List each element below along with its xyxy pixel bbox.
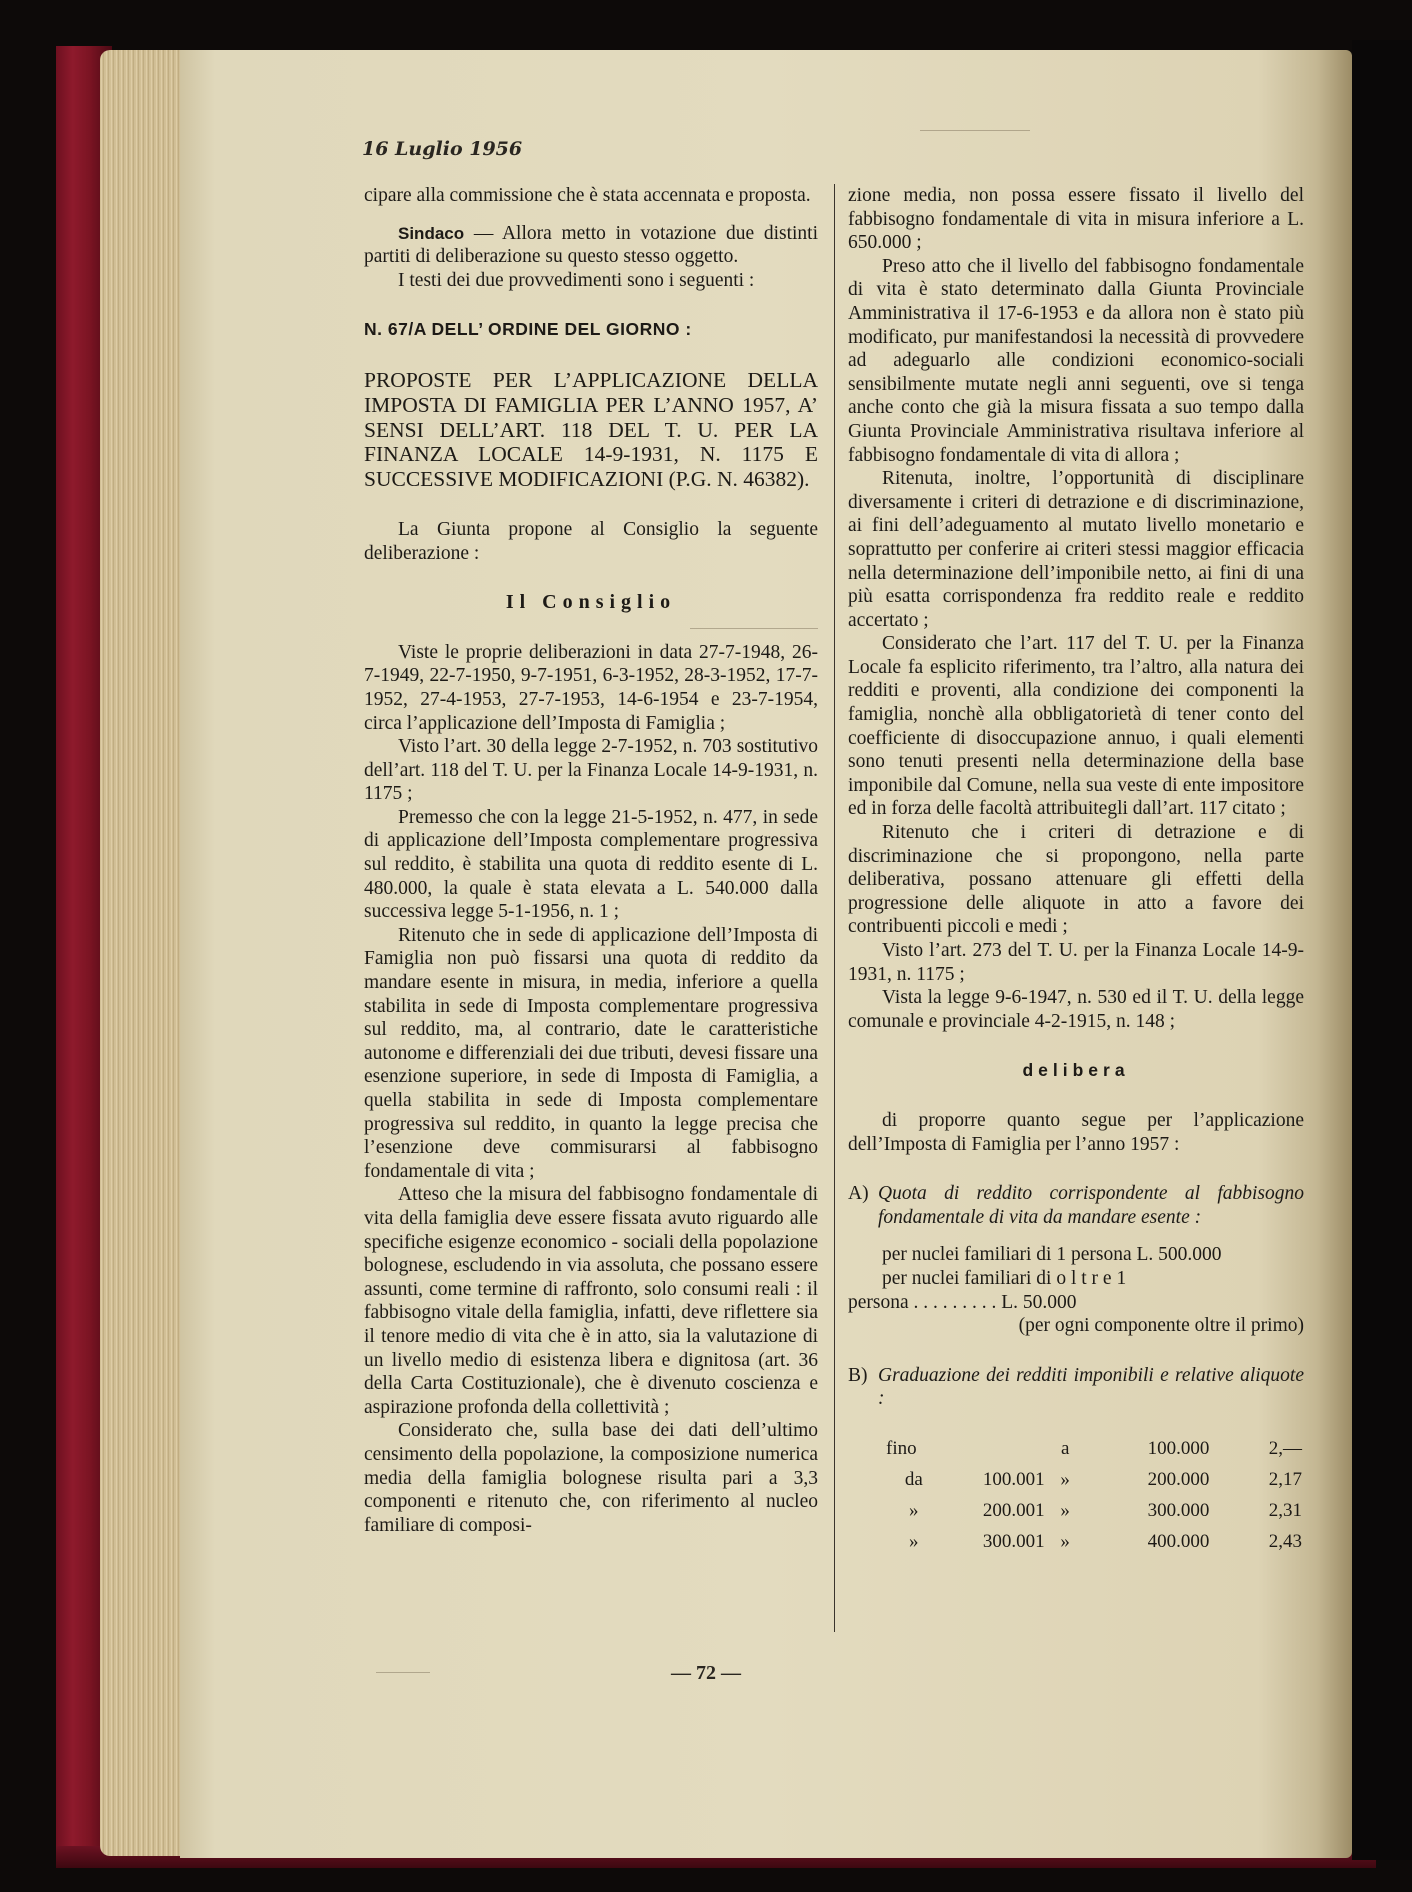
rate-prefix: fino (886, 1437, 917, 1459)
rate-from: 200.001 (982, 1499, 1045, 1521)
rate-prefix: da (904, 1468, 923, 1490)
paragraph: Sindaco — Allora metto in votazione due distinti partiti di deliberazione su questo stesso oggetto. (364, 222, 818, 268)
paragraph: Ritenuto che in sede di applicazione dell’Imposta di Famiglia non può fissarsi una quota di reddito da mandare esente in misura, in media, inferiore a quella stabilita in sede di Imposta complementare progressiva sul reddito, ma, al contrario, date le caratteristiche autonome e differenziali dei due tributi, devesi fissare una esenzione superiore, in sede di Imposta di Famiglia, a quella stabilita in sede di Imposta complementare progressiva sul reddito, in quanto la legge precisa che l’esenzione deve commisurarsi al fabbisogno fondamentale di vita ; (364, 924, 818, 1182)
right-column (848, 184, 1304, 1557)
rate-to: 100.000 (1147, 1437, 1210, 1459)
paragraph: zione media, non possa essere fissato il livello del fabbisogno fondamentale di vita in misura inferiore a L. 650.000 ; (848, 185, 1304, 254)
paragraph: Atteso che la misura del fabbisogno fondamentale di vita della famiglia deve essere fissata avuto riguardo alle specifiche esigenze economico - sociali della popolazione bolognese, escludendo in via assoluta, che possano essere assunti, come termine di raffronto, solo consumi reali : il fabbisogno vitale della famiglia, infatti, deve riflettere sia il tenore medio di vita che è in atto, sia la valutazione di un livello medio di esistenza libera e dignitosa (art. 36 della Carta Costituzionale), che è divenuto coscienza e aspirazione profonda della collettività ; (364, 1184, 818, 1418)
exemption-line: persona . . . . . . . . . L. 50.000 (848, 1291, 1077, 1313)
rate-value: 2,— (1268, 1437, 1302, 1459)
rate-from (942, 1433, 1045, 1464)
exemption-note: (per ogni componente oltre il primo) (1018, 1315, 1304, 1337)
rate-value: 2,17 (1268, 1468, 1302, 1490)
clause-b (848, 1364, 1304, 1411)
paragraph: La Giunta propone al Consiglio la seguente deliberazione : (364, 518, 818, 564)
rate-to: 300.000 (1147, 1499, 1210, 1521)
paragraph: I testi dei due provvedimenti sono i seguenti : (398, 269, 755, 291)
paragraph: Vista la legge 9-6-1947, n. 530 ed il T. U. della legge comunale e provinciale 4-2-1915, n. 148 ; (848, 987, 1304, 1032)
paragraph: Viste le proprie deliberazioni in data 27-7-1948, 26-7-1949, 22-7-1950, 9-7-1951, 6-3-1952, 28-3-1952, 17-7-1952, 27-4-1953, 27-7-1953, 14-6-1954 e 23-7-1954, circa l’applicazione dell’Imposta di Famiglia ; (364, 641, 818, 734)
column-divider (834, 184, 835, 1632)
rate-value: 2,31 (1268, 1499, 1302, 1521)
clause-a (848, 1182, 1304, 1229)
paragraph: cipare alla commissione che è stata accennata e proposta. (364, 185, 811, 206)
rate-sep: » (1060, 1468, 1070, 1490)
rate-sep: » (1060, 1530, 1070, 1552)
clause-text: Quota di reddito corrispondente al fabbisogno fondamentale di vita da mandare esente : (878, 1183, 1304, 1228)
rate-sep: » (1060, 1499, 1070, 1521)
speaker-label: Sindaco (398, 223, 465, 243)
rate-prefix: » (909, 1499, 919, 1521)
paragraph: Preso atto che il livello del fabbisogno fondamentale di vita è stato determinato dalla Giunta Provinciale Amministrativa il 17-6-1953 e da allora non è stato più modificato, pur manifestandosi la necessità di provvedere ad adeguarlo alle condizioni economico-sociali sensibilmente mutate negli anni seguenti, ove si tenga anche conto che già la misura fissata a suo tempo dalla Giunta Provinciale Amministrativa risultava inferiore al fabbisogno fondamentale di vita di allora ; (848, 255, 1304, 466)
paragraph: di proporre quanto segue per l’applicazione dell’Imposta di Famiglia per l’anno 1957 : (848, 1109, 1304, 1155)
table-row (886, 1495, 1302, 1526)
paragraph: Ritenuta, inoltre, l’opportunità di disciplinare diversamente i criteri di detrazione e di discriminazione, ai fini dell’adeguamento al mutato livello monetario e soprattutto per conferire ai criteri stessi maggior efficacia nella determinazione dell’imponibile netto, ai fini di una più esatta corrispondenza fra reddito reale e reddito accertato ; (848, 468, 1304, 631)
rate-to: 200.000 (1147, 1468, 1210, 1490)
page-stack (100, 50, 192, 1856)
page-number: — 72 — (671, 1662, 741, 1684)
left-column (364, 184, 818, 1537)
paragraph: Visto l’art. 30 della legge 2-7-1952, n. 703 sostitutivo dell’art. 118 del T. U. per la Finanza Locale 14-9-1931, n. 1175 ; (364, 736, 818, 805)
exemption-line: per nuclei familiari di o l t r e 1 (882, 1267, 1127, 1289)
faint-mark (920, 130, 1030, 131)
page-header-date: 16 Luglio 1956 (362, 138, 523, 160)
agenda-item-heading: N. 67/A DELL’ ORDINE DEL GIORNO : (364, 319, 692, 340)
proposal-title: PROPOSTE PER L’APPLICAZIONE DELLA IMPOSTA DI FAMIGLIA PER L’ANNO 1957, A’ SENSI DELL’ART. 118 DEL T. U. PER LA FINANZA LOCALE 14-9-1931, N. 1175 E SUCCESSIVE MODIFICAZIONI (P.G. N. 46382). (364, 367, 818, 492)
rate-from: 100.001 (982, 1468, 1045, 1490)
binding-shadow (1352, 40, 1412, 1860)
paragraph: Ritenuto che i criteri di detrazione e di discriminazione che si propongono, nella parte deliberativa, possano attenuare gli effetti della progressione delle aliquote in atto a favore dei contribuenti piccoli e medi ; (848, 822, 1304, 938)
delibera-heading: delibera (1022, 1060, 1130, 1081)
clause-label: B) (848, 1364, 868, 1386)
table-row (886, 1464, 1302, 1495)
paragraph: Visto l’art. 273 del T. U. per la Finanza Locale 14-9-1931, n. 1175 ; (848, 940, 1304, 985)
rate-from: 300.001 (982, 1530, 1045, 1552)
paragraph: Premesso che con la legge 21-5-1952, n. 477, in sede di applicazione dell’Imposta complementare progressiva sul reddito, è stabilita una quota di reddito esente di L. 480.000, la quale è stata elevata a L. 540.000 dalla successiva legge 5-1-1956, n. 1 ; (364, 806, 818, 923)
exemption-line: per nuclei familiari di 1 persona L. 500.000 (882, 1244, 1222, 1266)
table-row (886, 1433, 1302, 1464)
rate-prefix: » (909, 1530, 919, 1552)
rate-value: 2,43 (1268, 1530, 1302, 1552)
paragraph: Considerato che l’art. 117 del T. U. per la Finanza Locale fa esplicito riferimento, tra l’altro, alla natura dei redditi e proventi, alla condizione dei componenti la famiglia, nonchè alla obbligatorietà di tener conto del coefficiente di disoccupazione annuo, i quali elementi sono tenuti presenti nella determinazione della base imponibile dal Comune, nella sua veste di ente impositore ed in forza delle facoltà attribuitegli dall’art. 117 citato ; (848, 633, 1304, 820)
paragraph: Considerato che, sulla base dei dati dell’ultimo censimento della popolazione, la composizione numerica media della famiglia bolognese risulta pari a 3,3 componenti e ritenuto che, con riferimento al nucleo familiare di composi- (364, 1420, 818, 1536)
table-row (886, 1526, 1302, 1557)
clause-text: Graduazione dei redditi imponibili e relative aliquote : (878, 1364, 1304, 1410)
council-heading: Il Consiglio (505, 591, 677, 614)
clause-label: A) (848, 1183, 869, 1205)
rates-table (886, 1433, 1302, 1557)
rate-sep: a (1060, 1437, 1070, 1459)
rate-to: 400.000 (1147, 1530, 1210, 1552)
